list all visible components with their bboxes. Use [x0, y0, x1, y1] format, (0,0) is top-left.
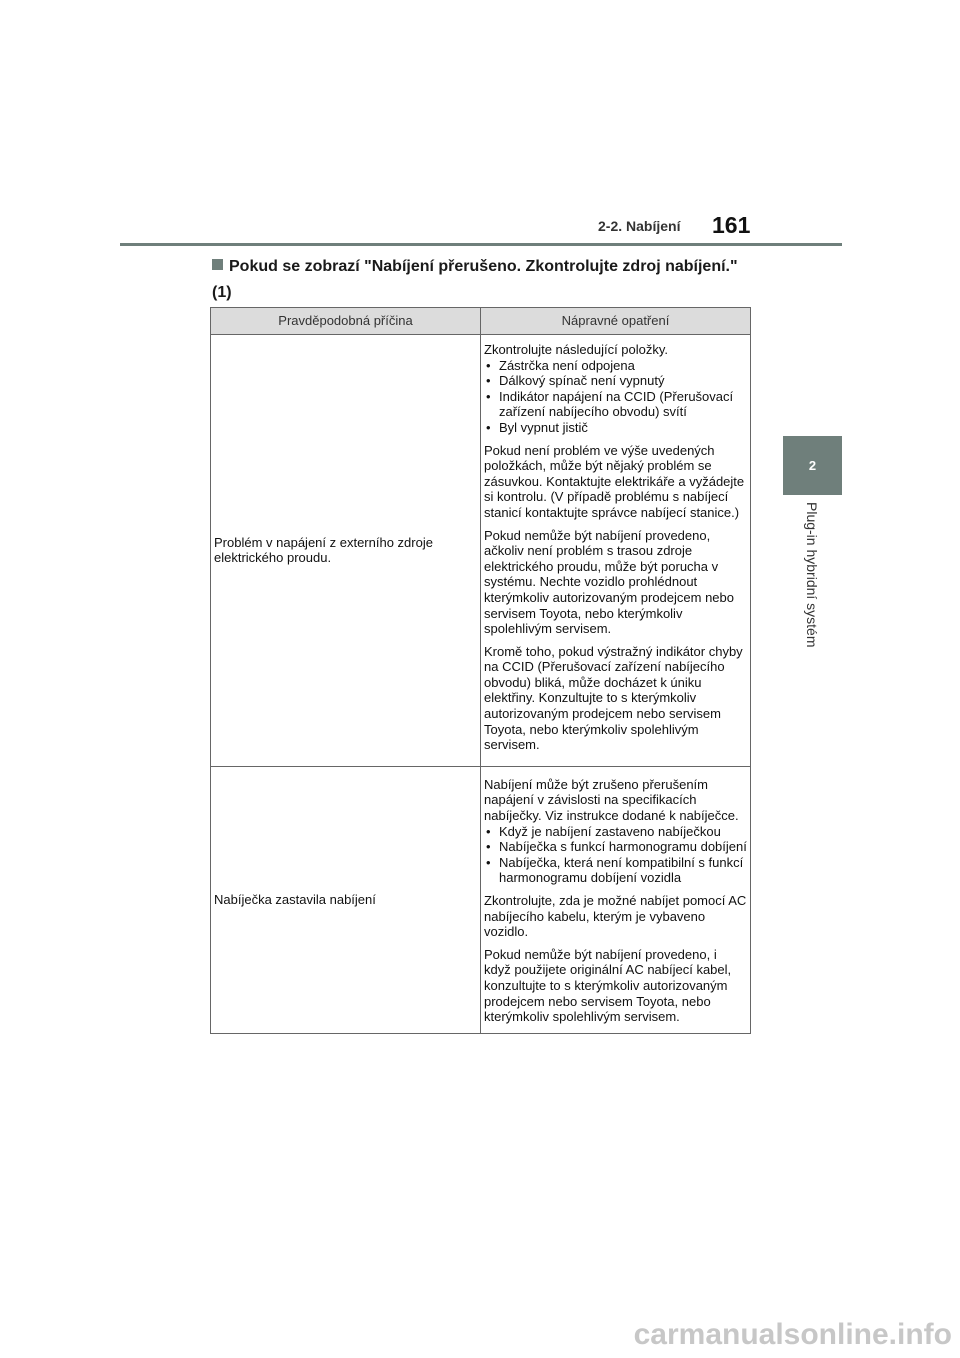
remedy-cell — [481, 335, 751, 767]
heading-line-2: (1) — [212, 284, 232, 301]
remedy-paragraph: Pokud nemůže být nabíjení provedeno, i když použijete originální AC nabíjecí kabel, konzultujte to s kterýmkoliv autorizovaným prodejcem nebo servisem Toyota, nebo kterýmkoliv spolehlivým servisem. — [484, 946, 732, 1025]
bullet-icon: • — [486, 823, 491, 839]
list-item: • Když je nabíjení zastaveno nabíječkou — [486, 823, 721, 839]
cause-cell: Problém v napájení z externího zdroje elektrického proudu. — [211, 335, 481, 767]
table-header-row — [211, 308, 751, 335]
list-item: • Nabíječka, která není kompatibilní s funkcí harmonogramu dobíjení vozidla — [486, 854, 744, 886]
bullet-icon: • — [486, 419, 491, 435]
bullet-icon: • — [486, 839, 491, 855]
remedy-cell — [481, 766, 751, 1033]
remedy-paragraph: Pokud není problém ve výše uvedených položkách, může být nějaký problém se zásuvkou. Kontaktujte elektrikáře a vyžádejte si kontrolu. (V případě problému s nabíjecí stanicí kontaktujte správce nabíjecí stanice.) — [484, 442, 745, 520]
remedy-intro: Nabíjení může být zrušeno přerušením napájení v závislosti na specifikacích nabíječky. Viz instrukce dodané k nabíječce. — [484, 776, 739, 824]
section-title: 2-2. Nabíjení — [598, 218, 681, 234]
remedy-paragraph: Zkontrolujte, zda je možné nabíjet pomocí AC nabíjecího kabelu, kterým je vybaveno vozidlo. — [484, 893, 747, 940]
remedy-paragraph: Pokud nemůže být nabíjení provedeno, ačkoliv není problém s trasou zdroje elektrického proudu, může být porucha v systému. Nechte vozidlo prohlédnout kterýmkoliv autorizovaným prodejcem nebo servisem Toyota, nebo kterýmkoliv spolehlivým servisem. — [484, 527, 734, 637]
remedy-intro: Zkontrolujte následující položky. — [484, 342, 669, 357]
watermark: carmanualsonline.info — [633, 1318, 952, 1351]
check-list — [484, 358, 747, 436]
column-header-remedy: Nápravné opatření — [481, 308, 751, 335]
heading-line-1: Pokud se zobrazí "Nabíjení přerušeno. Zkontrolujte zdroj nabíjení." — [229, 258, 738, 275]
list-item: • Indikátor napájení na CCID (Přerušovací zařízení nabíjecího obvodu) svítí — [486, 388, 734, 420]
header-divider — [120, 243, 842, 246]
check-list — [484, 824, 747, 886]
chapter-tab: 2 — [783, 436, 842, 495]
chapter-title: Plug-in hybridní systém — [804, 502, 820, 648]
bullet-icon: • — [486, 388, 491, 404]
bullet-icon: • — [486, 373, 491, 389]
cause-cell: Nabíječka zastavila nabíjení — [211, 766, 481, 1033]
remedy-paragraph: Kromě toho, pokud výstražný indikátor chyby na CCID (Přerušovací zařízení nabíjecího obvodu) bliká, může docházet k úniku elektřiny. Konzultujte to s kterýmkoliv autorizovaným prodejcem nebo servisem Toyota, nebo kterýmkoliv spolehlivým servisem. — [484, 643, 743, 753]
list-item: • Byl vypnut jistič — [486, 419, 588, 435]
table-row — [211, 766, 751, 1033]
list-item: • Zástrčka není odpojena — [486, 357, 635, 373]
list-item: • Dálkový spínač není vypnutý — [486, 373, 665, 389]
list-item: • Nabíječka s funkcí harmonogramu dobíjení — [486, 839, 747, 855]
column-header-cause: Pravděpodobná příčina — [211, 308, 481, 335]
table-row — [211, 335, 751, 767]
troubleshooting-table — [210, 307, 751, 1034]
section-heading — [212, 256, 772, 304]
bullet-icon: • — [486, 357, 491, 373]
square-bullet-icon — [212, 259, 223, 270]
bullet-icon: • — [486, 854, 491, 870]
page-number: 161 — [712, 212, 751, 238]
